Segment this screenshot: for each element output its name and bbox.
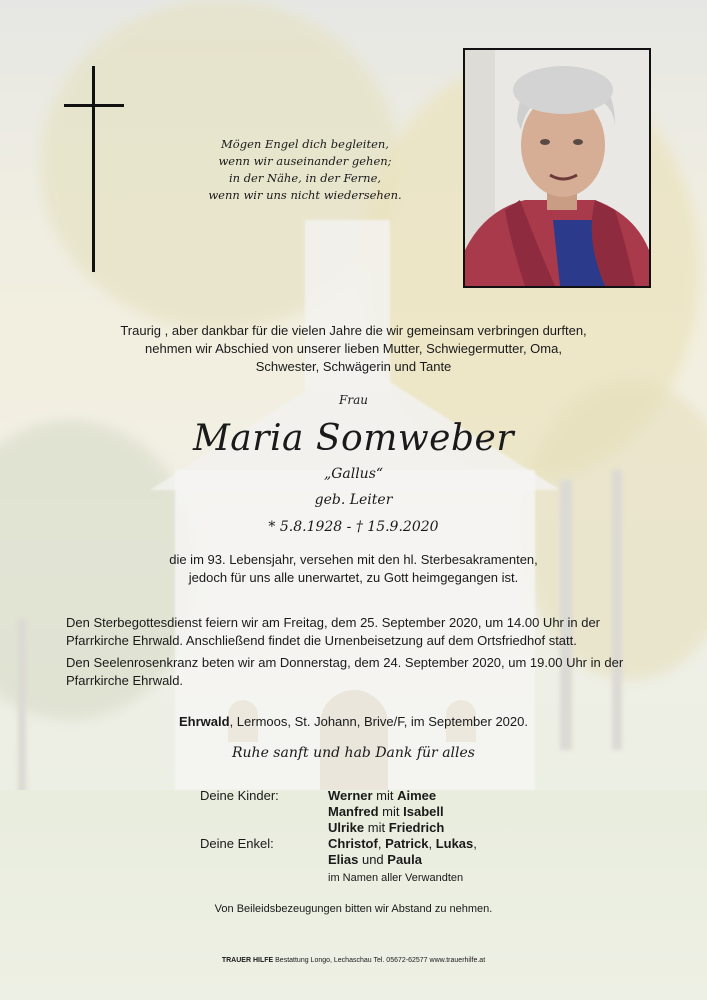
intro-text [0, 322, 707, 376]
intro-line: Traurig , aber dankbar für die vielen Jahre die wir gemeinsam verbringen durften, [120, 323, 587, 338]
poem [160, 136, 450, 204]
joiner: mit [378, 804, 404, 819]
portrait-photo [463, 48, 651, 288]
grandkids-label: Deine Enkel: [200, 836, 274, 851]
footer [0, 957, 707, 964]
intro-line: nehmen wir Abschied von unserer lieben Mutter, Schwiegermutter, Oma, [145, 341, 562, 356]
partner-name: Friedrich [388, 820, 445, 835]
grandkid-name: Elias [328, 852, 359, 867]
grandkid-name: Christof [328, 836, 378, 851]
cross-icon [92, 66, 95, 272]
grandkid-name: Patrick [385, 836, 429, 851]
poem-line: in der Nähe, in der Ferne, [228, 171, 382, 185]
passing-line: die im 93. Lebensjahr, versehen mit den hl. Sterbesakramenten, [169, 552, 538, 567]
cross-icon-bar [64, 104, 124, 107]
kid-name: Manfred [328, 804, 379, 819]
birth-name: geb. Leiter [314, 492, 393, 508]
footer-brand: TRAUER HILFE [221, 957, 274, 964]
joiner: mit [364, 820, 389, 835]
relatives-note: im Namen aller Verwandten [328, 872, 464, 884]
service-line: Den Sterbegottesdienst feiern wir am Freitag, dem 25. September 2020, um 14.00 Uhr in der [66, 615, 601, 630]
place-bold: Ehrwald [178, 714, 230, 729]
separator: , [428, 836, 436, 851]
kid-name: Ulrike [328, 820, 365, 835]
grandkid-name: Paula [387, 852, 422, 867]
separator: und [358, 852, 388, 867]
intro-line: Schwester, Schwägerin und Tante [255, 359, 452, 374]
grandkid-row [328, 836, 477, 852]
grandkid-name: Lukas [435, 836, 474, 851]
place-rest: , Lermoos, St. Johann, Brive/F, im September 2020. [229, 714, 528, 729]
rosary-line: Pfarrkirche Ehrwald. [66, 673, 184, 688]
rosary-text [66, 654, 656, 690]
partner-name: Isabell [403, 804, 444, 819]
passing-text [0, 551, 707, 587]
footer-text: Bestattung Longo, Lechaschau Tel. 05672-62577 www.trauerhilfe.at [273, 957, 486, 964]
life-dates: * 5.8.1928 - † 15.9.2020 [268, 519, 439, 535]
place-date-line [0, 714, 707, 729]
grandkid-row [328, 852, 477, 868]
partner-name: Aimee [397, 788, 437, 803]
separator: , [473, 836, 477, 851]
kid-name: Werner [328, 788, 373, 803]
kid-row [328, 788, 477, 804]
service-line: Pfarrkirche Ehrwald. Anschließend findet die Urnenbeisetzung auf dem Ortsfriedhof statt. [66, 633, 577, 648]
poem-line: Mögen Engel dich begleiten, [221, 137, 389, 151]
condolences-note: Von Beileidsbezeugungen bitten wir Abstand zu nehmen. [214, 903, 493, 915]
deceased-nickname: „Gallus“ [323, 466, 384, 482]
kid-row [328, 804, 477, 820]
funeral-service-text [66, 614, 656, 650]
kids-label: Deine Kinder: [200, 788, 279, 803]
title-frau: Frau [339, 393, 368, 407]
joiner: mit [372, 788, 398, 803]
passing-line: jedoch für uns alle unerwartet, zu Gott heimgegangen ist. [188, 570, 519, 585]
poem-line: wenn wir auseinander gehen; [218, 154, 392, 168]
separator: , [377, 836, 386, 851]
kid-row [328, 820, 477, 836]
deceased-name: Maria Somweber [192, 418, 515, 459]
family-names [328, 788, 477, 886]
portrait-illustration [465, 50, 649, 286]
rosary-line: Den Seelenrosenkranz beten wir am Donnerstag, dem 24. September 2020, um 19.00 Uhr in der [66, 655, 624, 670]
farewell-text: Ruhe sanft und hab Dank für alles [232, 745, 475, 761]
poem-line: wenn wir uns nicht wiedersehen. [208, 188, 402, 202]
